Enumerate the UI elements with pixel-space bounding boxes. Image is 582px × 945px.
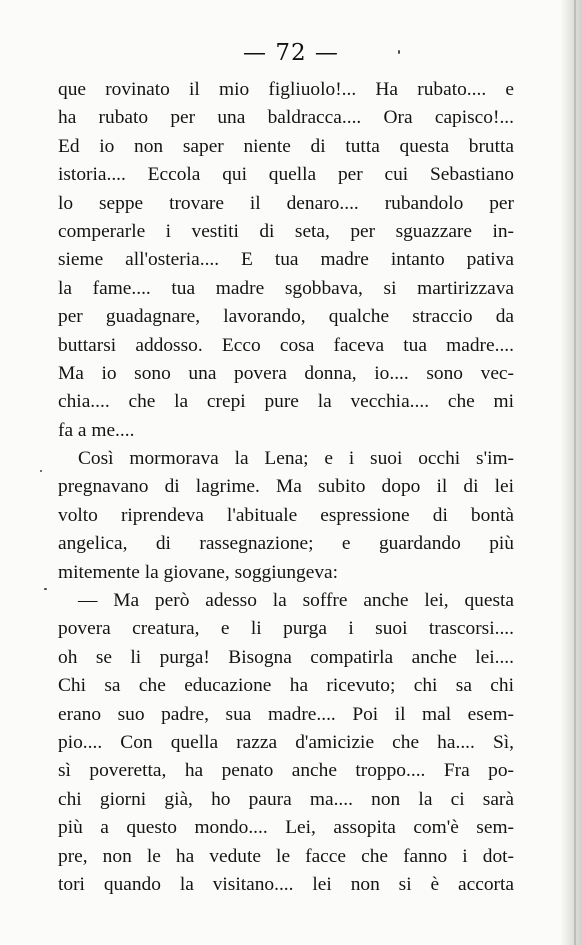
print-speck [40,470,42,472]
text-line: sieme all'osteria.... E tua madre intanto pativa [58,249,514,271]
text-line: fa a me.... [58,419,135,441]
text-line: ha rubato per una baldracca.... Ora capisco!... [58,107,514,129]
text-line: buttarsi addosso. Ecco cosa faceva tua madre.... [58,334,514,356]
text-line: povera creatura, e li purga i suoi trascorsi.... [58,618,514,640]
text-line: Così mormorava la Lena; e i suoi occhi s'im- [78,448,514,470]
text-line: angelica, di rassegnazione; e guardando più [58,533,514,555]
text-line: erano suo padre, sua madre.... Poi il mal esem- [58,703,514,725]
text-line: comperarle i vestiti di seta, per sguazzare in- [58,220,514,242]
text-line: pio.... Con quella razza d'amicizie che ha.... Sì, [58,731,514,753]
text-line: istoria.... Eccola qui quella per cui Sebastiano [58,164,514,186]
body-text [58,76,514,899]
text-line: chi giorni già, ho paura ma.... non la ci sarà [58,788,514,810]
text-line: per guadagnare, lavorando, qualche straccio da [58,306,514,328]
text-line: lo seppe trovare il denaro.... rubandolo per [58,192,514,214]
text-line: — Ma però adesso la soffre anche lei, questa [78,590,514,612]
text-line: mitemente la giovane, soggiungeva: [58,561,339,583]
text-line: pregnavano di lagrime. Ma subito dopo il di lei [58,476,514,498]
page-edge-line [574,0,576,945]
print-speck [398,50,400,54]
text-line: volto riprendeva l'abituale espressione di bontà [58,504,514,526]
text-line: Chi sa che educazione ha ricevuto; chi sa chi [58,675,514,697]
text-line: più a questo mondo.... Lei, assopita com'è sem- [58,817,514,839]
page-spine-shadow [560,0,582,945]
page-number: — 72 — [243,40,339,66]
print-speck [44,588,47,590]
text-line: pre, non le ha vedute le facce che fanno i dot- [58,845,514,867]
text-line: oh se li purga! Bisogna compatirla anche lei.... [58,646,514,668]
text-line: la fame.... tua madre sgobbava, si martirizzava [58,277,514,299]
text-line: Ma io sono una povera donna, io.... sono vec- [58,362,514,384]
text-line: que rovinato il mio figliuolo!... Ha rubato.... e [58,79,514,100]
text-line: sì poveretta, ha penato anche troppo.... Fra po- [58,760,514,782]
text-line: chia.... che la crepi pure la vecchia.... che mi [58,391,514,413]
text-line: Ed io non saper niente di tutta questa brutta [58,135,514,157]
text-line: tori quando la visitano.... lei non si è accorta [58,873,514,895]
